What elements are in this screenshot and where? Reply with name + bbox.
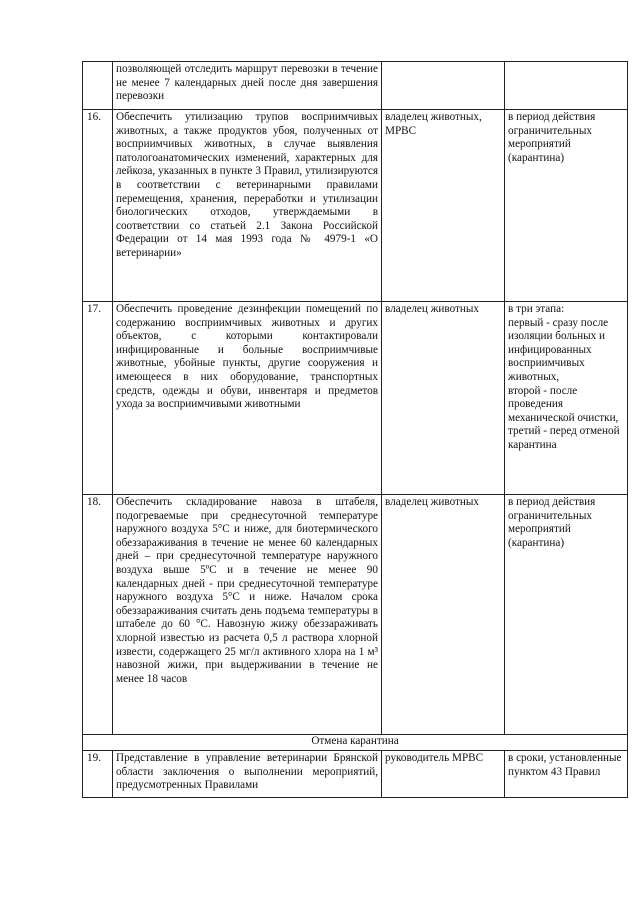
measures-table [82, 61, 628, 798]
term-text: в три этапа: первый - сразу после изоляции больных и инфицированных восприимчивых животных, второй - после проведения механической очистки, третий - перед отменой карантина [505, 302, 628, 495]
row-number: 17. [83, 302, 113, 495]
term-text: в период действия ограничительных мероприятий (карантина) [505, 110, 628, 302]
term-text: в период действия ограничительных мероприятий (карантина) [505, 495, 628, 735]
measure-text: Представление в управление ветеринарии Брянской области заключения о выполнении мероприятий, предусмотренных Правилами [113, 751, 382, 798]
measure-text: позволяющей отследить маршрут перевозки в течение не менее 7 календарных дней после дня завершения перевозки [113, 62, 382, 110]
table-row [83, 751, 628, 798]
responsible-text: владелец животных [382, 495, 505, 735]
row-number [83, 62, 113, 110]
measure-text: Обеспечить складирование навоза в штабеля, подогреваемые при среднесуточной температуре наружного воздуха 5°С и ниже, для биотермического обеззараживания в течение не менее 60 календарных дней – при среднесуточной температуре наружного воздуха выше 5ºС и в течение не менее 90 календарных дней - при среднесуточной температуре наружного воздуха 5°С и ниже. Началом срока обеззараживания считать день подъема температуры в штабеле до 60 °С. Навозную жижу обеззараживать хлорной известью из расчета 0,5 л раствора хлорной извести, содержащего 25 мг/л активного хлора на 1 м³ навозной жижи, при выдерживании в течение не менее 18 часов [113, 495, 382, 735]
table-row [83, 62, 628, 110]
row-number: 16. [83, 110, 113, 302]
table-row [83, 302, 628, 495]
section-title: Отмена карантина [83, 735, 628, 751]
responsible-text [382, 62, 505, 110]
row-number: 18. [83, 495, 113, 735]
responsible-text: руководитель МРВС [382, 751, 505, 798]
responsible-text: владелец животных, МРВС [382, 110, 505, 302]
term-text [505, 62, 628, 110]
measure-text: Обеспечить утилизацию трупов восприимчивых животных, а также продуктов убоя, полученных от восприимчивых животных, в случае выявления патологоанатомических изменений, характерных для лейкоза, указанных в пункте 3 Правил, утилизируются в соответствии с ветеринарными правилами перемещения, хранения, переработки и утилизации биологических отходов, утверждаемыми в соответствии со статьей 2.1 Закона Российской Федерации от 14 мая 1993 года № 4979-1 «О ветеринарии» [113, 110, 382, 302]
section-header-row [83, 735, 628, 751]
term-text: в сроки, установленные пунктом 43 Правил [505, 751, 628, 798]
table-row [83, 110, 628, 302]
responsible-text: владелец животных [382, 302, 505, 495]
row-number: 19. [83, 751, 113, 798]
table-row [83, 495, 628, 735]
measure-text: Обеспечить проведение дезинфекции помещений по содержанию восприимчивых животных и других объектов, с которыми контактировали инфицированные и больные восприимчивые животные, убойные пункты, другие сооружения и имеющееся в них оборудование, транспортных средств, одежды и обуви, инвентаря и предметов ухода за восприимчивыми животными [113, 302, 382, 495]
